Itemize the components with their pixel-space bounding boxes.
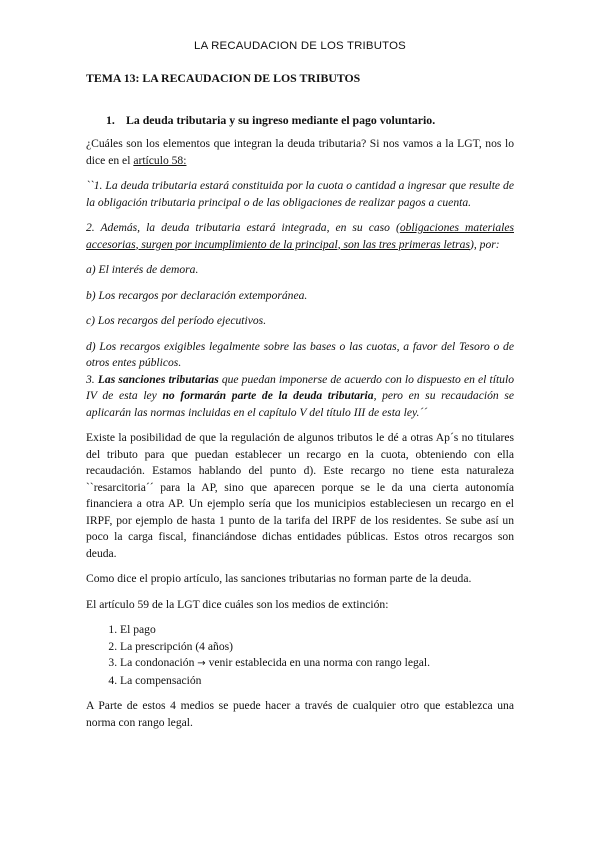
medios-intro-paragraph: El artículo 59 de la LGT dice cuáles son los medios de extinción: [86,597,389,611]
article-point-2-start: 2. Además, la deuda tributaria estará integrada, en su caso ( [86,221,400,234]
list-item: 2. La prescripción (4 años) [120,639,514,656]
list-item [120,655,514,673]
article-point-2-end: ), por: [469,237,500,251]
list-item-label: La condonación [120,656,195,669]
list-item: 1. El pago [120,622,514,639]
arrow-right-icon: → [197,658,206,669]
page-header: LA RECAUDACION DE LOS TRIBUTOS [194,40,406,52]
section-heading [106,112,435,129]
item-d: d) Los recargos exigibles legalmente sobre las bases o las cuotas, a favor del Tesoro o de otros entes públicos. [86,339,514,369]
sanciones-paragraph: Como dice el propio artículo, las sanciones tributarias no forman parte de la deuda. [86,572,472,585]
article-point-3 [86,372,514,422]
list-item: 4. La compensación [120,673,514,690]
article-point-2 [86,220,514,253]
recargos-paragraph: Existe la posibilidad de que la regulación de algunos tributos le dé a otras Ap´s no titulares del tributo para que puedan establecer un recargo en la cuota, obteniendo con ella recaudación. Estamos hablando del punto d). Este recargo no tiene esta naturaleza ``resarcitoria´´ para la AP, sino que aparecen porque se le da una cierta autonomía financiera a otra AP. Un ejemplo sería que los municipios estableciesen un recargo en el IRPF, por ejemplo de hasta 1 punto de la tarifa del IRPF de los residentes. Se sube así un poco la carga fiscal, financiándose dichas entidades públicas. Estos otros recargos son deuda. [86,431,514,560]
item-b: b) Los recargos por declaración extemporánea. [86,288,308,302]
article-point-3-end: , pero en su recaudación se aplicarán las normas incluidas en el capítulo V del título III de esta ley.´´ [86,389,514,419]
no-forman-parte-bold: no formarán parte de la deuda tributaria [162,389,374,402]
tema-title: TEMA 13: LA RECAUDACION DE LOS TRIBUTOS [86,71,361,85]
article-58-link[interactable]: artículo 58: [133,153,187,167]
item-c: c) Los recargos del período ejecutivos. [86,314,267,327]
item-a: a) El interés de demora. [86,263,199,276]
article-point-3-num: 3. [86,372,98,386]
intro-paragraph [86,136,514,169]
article-point-3-mid: que puedan imponerse de acuerdo con lo dispuesto en el título IV de esta ley [86,372,514,402]
sanciones-bold: Las sanciones tributarias [97,372,219,386]
accessory-obligations-note: obligaciones materiales accesorias, surgen por incumplimiento de la principal, son las tres primeras letras [86,221,514,251]
medios-extincion-list [86,622,514,689]
document-body [86,136,514,740]
section-number: 1. [106,113,115,127]
article-point-1: ``1. La deuda tributaria estará constituida por la cuota o cantidad a ingresar que resulte de la obligación tributaria principal o de las obligaciones de realizar pagos a cuenta. [86,179,514,209]
intro-text: ¿Cuáles son los elementos que integran la deuda tributaria? Si nos vamos a la LGT, nos lo dice en el [86,137,514,167]
list-item-note: venir establecida en una norma con rango legal. [205,656,431,669]
section-title: La deuda tributaria y su ingreso mediante el pago voluntario. [126,113,436,127]
closing-paragraph: A Parte de estos 4 medios se puede hacer a través de cualquier otro que establezca una norma con rango legal. [86,699,514,729]
